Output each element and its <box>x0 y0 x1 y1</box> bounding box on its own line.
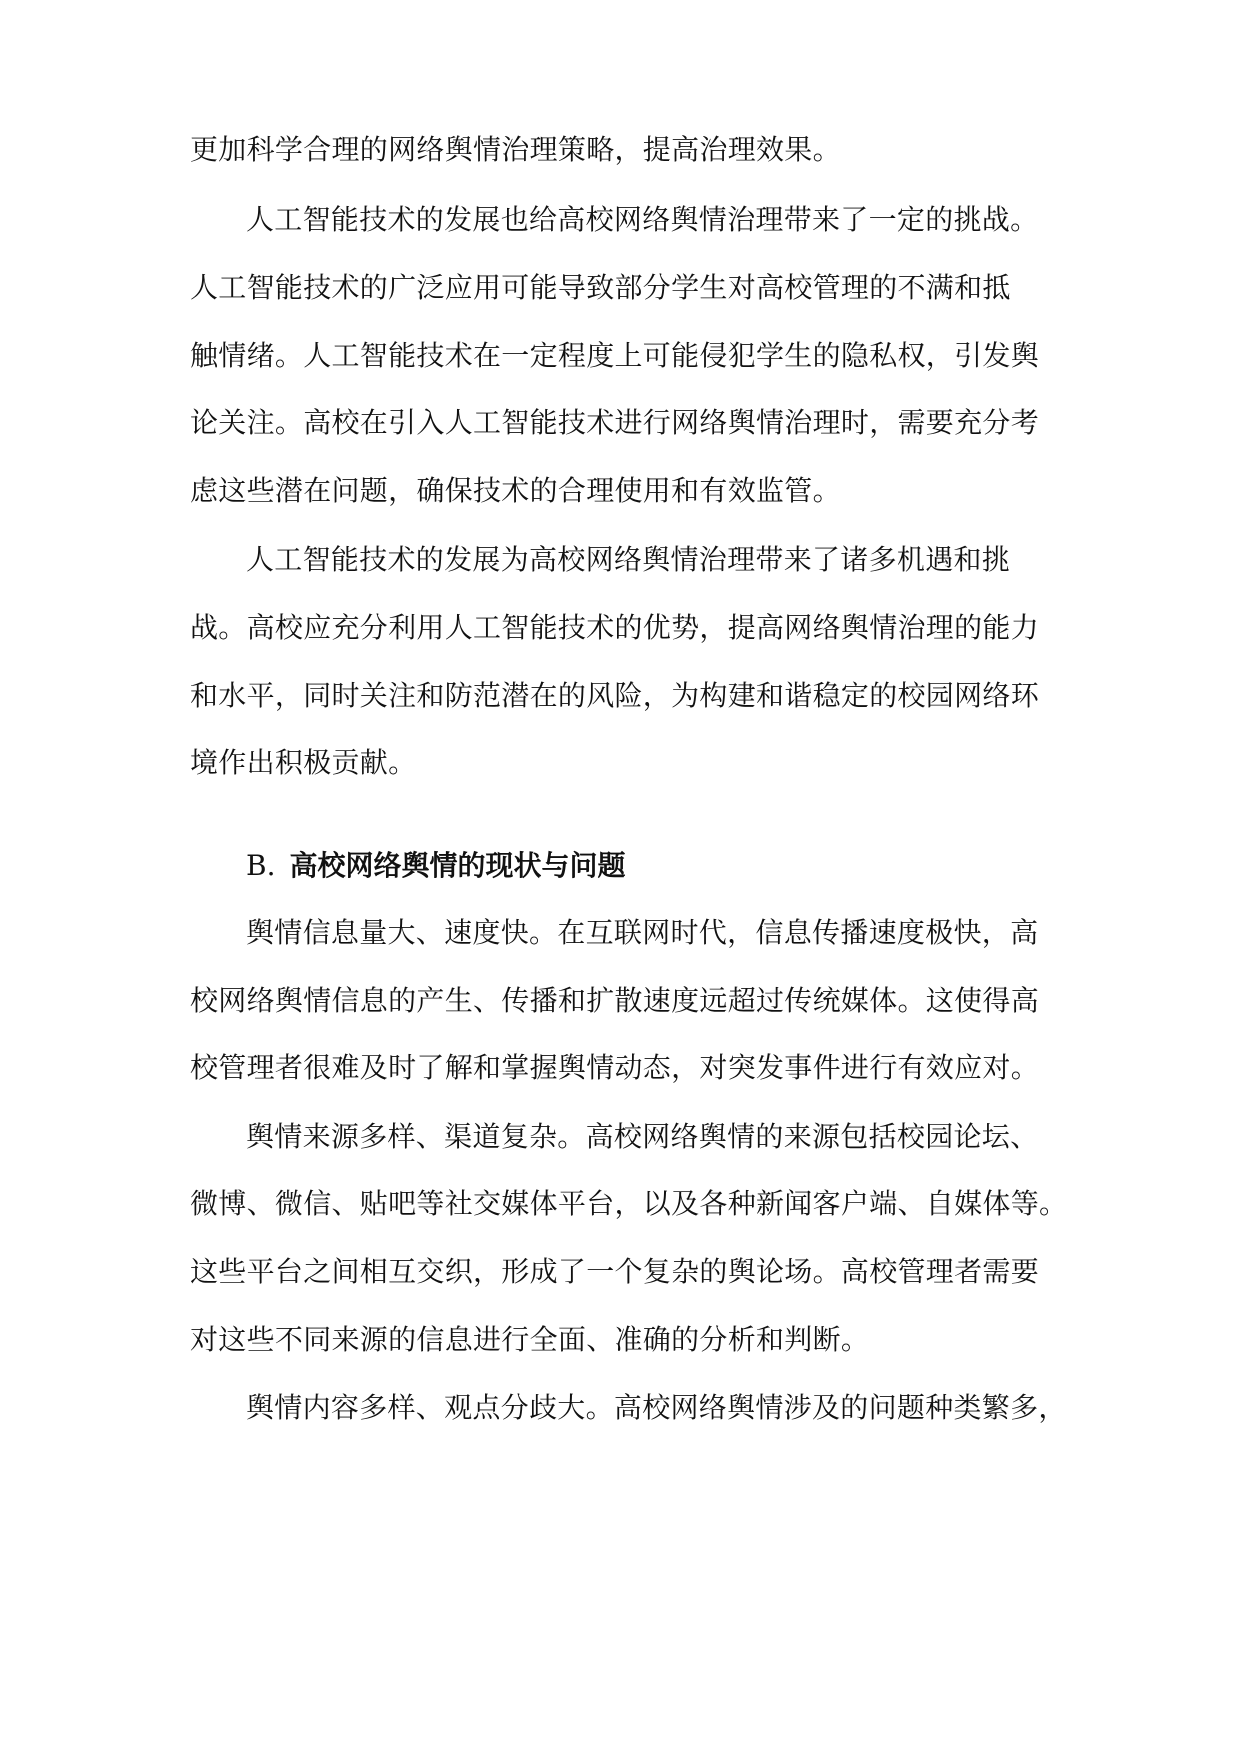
text-line: 更加科学合理的网络舆情治理策略，提高治理效果。 <box>190 133 841 166</box>
text-line: 校管理者很难及时了解和掌握舆情动态，对突发事件进行有效应对。 <box>190 1051 1040 1084</box>
text-line: 微博、微信、贴吧等社交媒体平台，以及各种新闻客户端、自媒体等。 <box>190 1187 1068 1220</box>
text-line: 人工智能技术的广泛应用可能导致部分学生对高校管理的不满和抵 <box>190 271 1011 304</box>
text-line: 校网络舆情信息的产生、传播和扩散速度远超过传统媒体。这使得高 <box>190 984 1040 1017</box>
section-heading <box>246 846 626 886</box>
text-line: 舆情信息量大、速度快。在互联网时代，信息传播速度极快，高 <box>246 916 1039 949</box>
text-line: 这些平台之间相互交织，形成了一个复杂的舆论场。高校管理者需要 <box>190 1255 1040 1288</box>
section-title: 高校网络舆情的现状与问题 <box>289 849 626 882</box>
text-line: 人工智能技术的发展也给高校网络舆情治理带来了一定的挑战。 <box>246 203 1039 236</box>
text-line: 境作出积极贡献。 <box>190 746 417 779</box>
text-line: 虑这些潜在问题，确保技术的合理使用和有效监管。 <box>190 474 841 507</box>
text-line: 触情绪。人工智能技术在一定程度上可能侵犯学生的隐私权，引发舆 <box>190 339 1040 372</box>
text-line: 对这些不同来源的信息进行全面、准确的分析和判断。 <box>190 1323 870 1356</box>
text-line: 论关注。高校在引入人工智能技术进行网络舆情治理时，需要充分考 <box>190 406 1040 439</box>
text-line: 和水平，同时关注和防范潜在的风险，为构建和谐稳定的校园网络环 <box>190 679 1040 712</box>
text-line: 战。高校应充分利用人工智能技术的优势，提高网络舆情治理的能力 <box>190 611 1040 644</box>
text-line: 舆情来源多样、渠道复杂。高校网络舆情的来源包括校园论坛、 <box>246 1120 1039 1153</box>
text-line: 人工智能技术的发展为高校网络舆情治理带来了诸多机遇和挑 <box>246 543 1011 576</box>
section-number: B. <box>246 849 276 882</box>
text-line: 舆情内容多样、观点分歧大。高校网络舆情涉及的问题种类繁多， <box>246 1391 1067 1424</box>
